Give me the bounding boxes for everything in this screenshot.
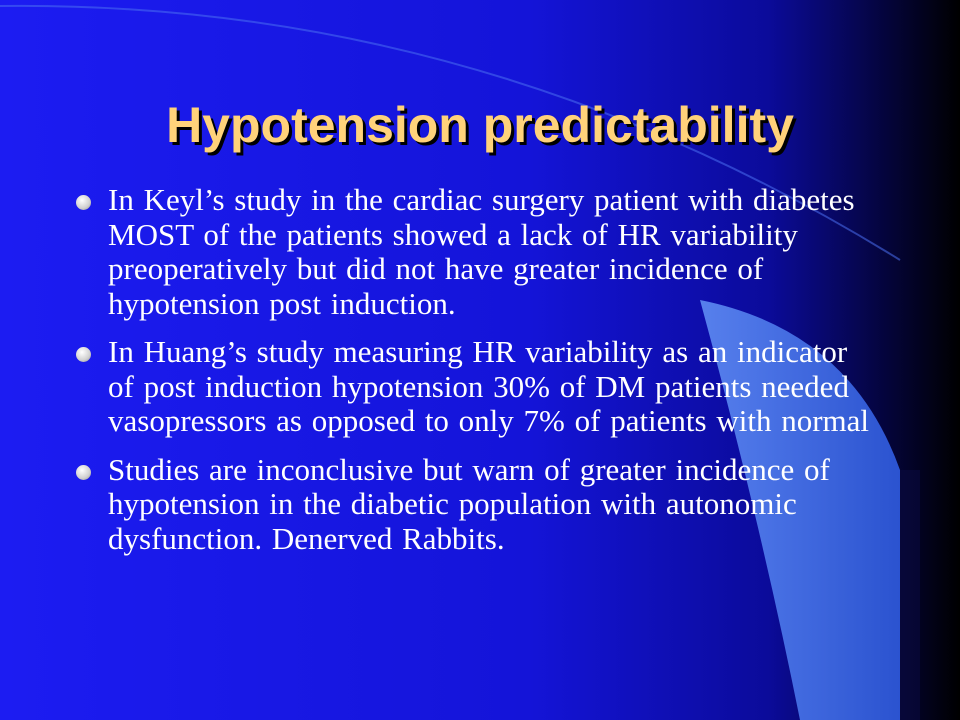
bullet-text: In Huang’s study measuring HR variability as an indicator of post induction hypotension 30% of DM patients needed vasopressors as opposed to only 7% of patients with normal bbox=[108, 334, 870, 438]
bullet-item bbox=[76, 183, 876, 321]
slide-title: Hypotension predictability bbox=[166, 97, 794, 153]
bullet-item bbox=[76, 453, 876, 557]
bullet-text: In Keyl’s study in the cardiac surgery patient with diabetes MOST of the patients showed a lack of HR variability preoperatively but did not have greater incidence of hypotension post induction. bbox=[108, 182, 855, 321]
bullet-dot-icon bbox=[76, 347, 91, 362]
bullet-item bbox=[76, 335, 876, 439]
bullet-dot-icon bbox=[76, 195, 91, 210]
decorative-dark-edge bbox=[900, 470, 920, 720]
bullet-list bbox=[76, 183, 876, 570]
bullet-text: Studies are inconclusive but warn of greater incidence of hypotension in the diabetic population with autonomic dysfunction. Denerved Rabbits. bbox=[108, 451, 830, 556]
bullet-dot-icon bbox=[76, 465, 91, 480]
